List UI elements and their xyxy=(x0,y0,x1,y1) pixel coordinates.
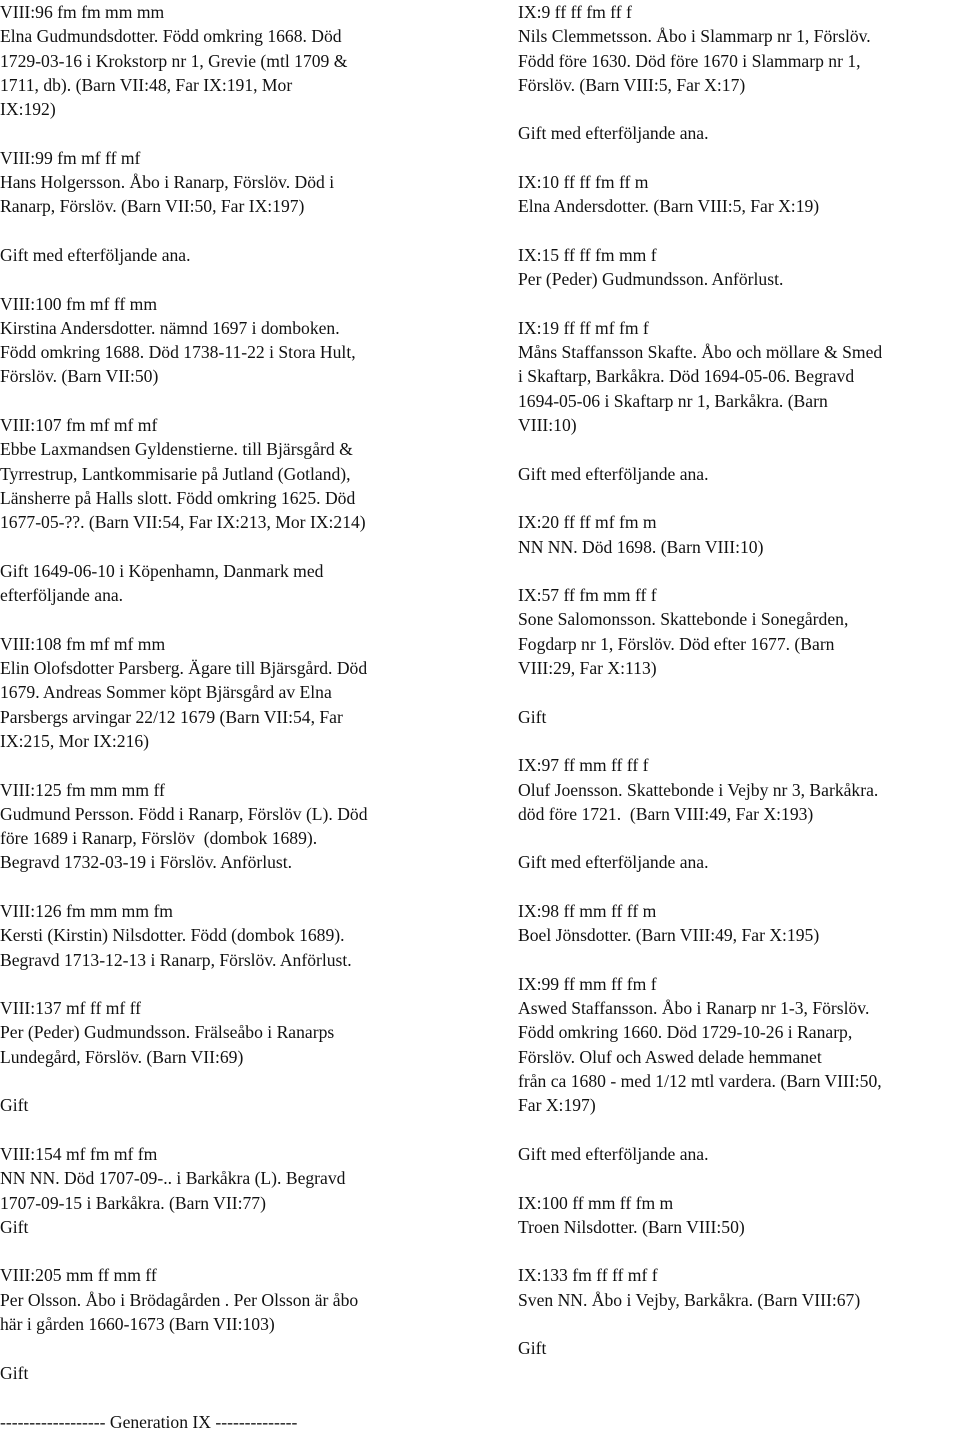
entry-text: Gudmund Persson. Född i Ranarp, Förslöv (L). Död xyxy=(0,803,368,824)
ancestor-entry xyxy=(0,632,500,753)
entry-text: Sven NN. Åbo i Vejby, Barkåkra. (Barn VIII:67) xyxy=(518,1289,861,1310)
ancestor-entry xyxy=(518,0,960,97)
entry-text: Gift xyxy=(0,1095,29,1116)
entry-text: Ranarp, Förslöv. (Barn VII:50, Far IX:197) xyxy=(0,196,305,217)
entry-text: efterföljande ana. xyxy=(0,585,124,606)
marriage-note xyxy=(518,850,960,874)
ancestor-entry xyxy=(518,899,960,948)
entry-id: IX:15 ff ff fm mm f xyxy=(518,244,657,265)
entry-text: Gift xyxy=(518,1338,547,1359)
entry-id: VIII:154 mf fm mf fm xyxy=(0,1143,158,1164)
entry-text: Far X:197) xyxy=(518,1095,596,1116)
ancestor-entry xyxy=(518,170,960,219)
entry-id: IX:99 ff mm ff fm f xyxy=(518,973,657,994)
entry-id: VIII:99 fm mf ff mf xyxy=(0,147,141,168)
entry-id: VIII:205 mm ff mm ff xyxy=(0,1265,157,1286)
entry-id: IX:20 ff ff mf fm m xyxy=(518,512,657,533)
entry-text: Boel Jönsdotter. (Barn VIII:49, Far X:195) xyxy=(518,925,820,946)
entry-text: Kersti (Kirstin) Nilsdotter. Född (dombok 1689). xyxy=(0,925,345,946)
entry-text: Parsbergs arvingar 22/12 1679 (Barn VII:54, Far xyxy=(0,706,343,727)
entry-id: VIII:108 fm mf mf mm xyxy=(0,633,166,654)
ancestor-entry xyxy=(0,1263,500,1336)
entry-text: NN NN. Död 1698. (Barn VIII:10) xyxy=(518,536,764,557)
entry-text: Sone Salomonsson. Skattebonde i Sonegården, xyxy=(518,609,849,630)
entry-text: Gift xyxy=(0,1216,29,1237)
entry-text: Begravd 1713-12-13 i Ranarp, Förslöv. Anförlust. xyxy=(0,949,352,970)
marriage-note xyxy=(518,705,960,729)
entry-id: VIII:96 fm fm mm mm xyxy=(0,2,165,22)
entry-text: Kirstina Andersdotter. nämnd 1697 i domboken. xyxy=(0,317,340,338)
ancestor-entry xyxy=(0,996,500,1069)
entry-id: IX:19 ff ff mf fm f xyxy=(518,317,649,338)
entry-text: Gift med efterföljande ana. xyxy=(518,123,709,144)
ancestor-entry xyxy=(0,0,500,121)
entry-id: VIII:100 fm mf ff mm xyxy=(0,293,158,314)
marriage-note xyxy=(0,1361,500,1385)
ancestor-entry xyxy=(518,316,960,437)
ancestor-entry xyxy=(518,1191,960,1240)
entry-text: från ca 1680 - med 1/12 mtl vardera. (Barn VIII:50, xyxy=(518,1071,882,1092)
entry-text: VIII:10) xyxy=(518,415,577,436)
entry-id: Gift 1649-06-10 i Köpenhamn, Danmark med xyxy=(0,560,324,581)
entry-text: Född före 1630. Död före 1670 i Slammarp nr 1, xyxy=(518,50,861,71)
entry-text: Förslöv. (Barn VII:50) xyxy=(0,366,159,387)
entry-id: VIII:125 fm mm mm ff xyxy=(0,779,165,800)
marriage-note xyxy=(518,1142,960,1166)
entry-text: död före 1721. (Barn VIII:49, Far X:193) xyxy=(518,803,814,824)
ancestor-entry xyxy=(0,899,500,972)
entry-text: Begravd 1732-03-19 i Förslöv. Anförlust. xyxy=(0,852,293,873)
entry-text: Per (Peder) Gudmundsson. Frälseåbo i Ranarps xyxy=(0,1022,335,1043)
entry-text: Elna Andersdotter. (Barn VIII:5, Far X:19) xyxy=(518,196,820,217)
entry-text: Född omkring 1688. Död 1738-11-22 i Stora Hult, xyxy=(0,342,356,363)
entry-id: IX:98 ff mm ff ff m xyxy=(518,900,657,921)
entry-text: IX:215, Mor IX:216) xyxy=(0,730,150,751)
entry-text: Länsherre på Halls slott. Född omkring 1625. Död xyxy=(0,487,356,508)
marriage-note xyxy=(518,1336,960,1360)
entry-text: Gift med efterföljande ana. xyxy=(518,1143,709,1164)
entry-text: Nils Clemmetsson. Åbo i Slammarp nr 1, Förslöv. xyxy=(518,26,871,47)
entry-id: VIII:137 mf ff mf ff xyxy=(0,998,142,1019)
entry-text: i Skaftarp, Barkåkra. Död 1694-05-06. Begravd xyxy=(518,366,855,387)
entry-text: här i gården 1660-1673 (Barn VII:103) xyxy=(0,1314,275,1335)
entry-text: Gift med efterföljande ana. xyxy=(518,852,709,873)
generation-divider: ------------------ Generation IX -------------- xyxy=(0,1412,298,1432)
entry-text: Måns Staffansson Skafte. Åbo och möllare & Smed xyxy=(518,342,883,363)
entry-text: Gift med efterföljande ana. xyxy=(0,244,191,265)
ancestor-entry xyxy=(0,292,500,389)
marriage-note xyxy=(0,243,500,267)
entry-text: 1677-05-??. (Barn VII:54, Far IX:213, Mor IX:214) xyxy=(0,512,366,533)
ancestor-entry xyxy=(0,413,500,534)
ancestor-entry xyxy=(518,510,960,559)
entry-id: VIII:126 fm mm mm fm xyxy=(0,900,173,921)
entry-id: VIII:107 fm mf mf mf xyxy=(0,415,158,436)
entry-id: IX:9 ff ff fm ff f xyxy=(518,2,632,22)
entry-text: Gift xyxy=(518,706,547,727)
entry-text: Gift med efterföljande ana. xyxy=(518,463,709,484)
entry-text: Aswed Staffansson. Åbo i Ranarp nr 1-3, Förslöv. xyxy=(518,998,870,1019)
entry-text: Troen Nilsdotter. (Barn VIII:50) xyxy=(518,1216,745,1237)
ancestor-entry xyxy=(0,146,500,219)
marriage-note xyxy=(0,1093,500,1117)
ancestor-entry xyxy=(518,1263,960,1312)
entry-id: IX:57 ff fm mm ff f xyxy=(518,585,657,606)
entry-text: Elna Gudmundsdotter. Född omkring 1668. Död xyxy=(0,26,342,47)
ancestor-entry xyxy=(518,243,960,292)
ancestor-entry xyxy=(0,1142,500,1239)
entry-text: Per (Peder) Gudmundsson. Anförlust. xyxy=(518,269,784,290)
entry-text: 1679. Andreas Sommer köpt Bjärsgård av Elna xyxy=(0,682,332,703)
ancestor-entry xyxy=(518,583,960,680)
entry-id: IX:133 fm ff ff mf f xyxy=(518,1265,658,1286)
ancestor-entry xyxy=(518,753,960,826)
entry-text: Fogdarp nr 1, Förslöv. Död efter 1677. (Barn xyxy=(518,633,835,654)
right-column xyxy=(518,0,960,1385)
entry-text: Förslöv. Oluf och Aswed delade hemmanet xyxy=(518,1046,822,1067)
entry-text: Ebbe Laxmandsen Gyldenstierne. till Bjärsgård & xyxy=(0,439,353,460)
entry-text: IX:192) xyxy=(0,99,56,120)
entry-text: Gift xyxy=(0,1362,29,1383)
entry-text: VIII:29, Far X:113) xyxy=(518,658,657,679)
ancestor-entry xyxy=(518,972,960,1118)
ancestor-entry xyxy=(0,559,500,608)
entry-id: IX:97 ff mm ff ff f xyxy=(518,755,649,776)
entry-text: Tyrrestrup, Lantkommisarie på Jutland (Gotland), xyxy=(0,463,351,484)
entry-text: 1694-05-06 i Skaftarp nr 1, Barkåkra. (Barn xyxy=(518,390,828,411)
entry-text: Hans Holgersson. Åbo i Ranarp, Förslöv. Död i xyxy=(0,172,335,193)
ancestor-entry xyxy=(0,778,500,875)
entry-text: 1707-09-15 i Barkåkra. (Barn VII:77) xyxy=(0,1192,266,1213)
entry-text: Lundegård, Förslöv. (Barn VII:69) xyxy=(0,1046,244,1067)
entry-text: NN NN. Död 1707-09-.. i Barkåkra (L). Begravd xyxy=(0,1168,346,1189)
entry-text: Född omkring 1660. Död 1729-10-26 i Ranarp, xyxy=(518,1022,853,1043)
entry-text: Elin Olofsdotter Parsberg. Ägare till Bjärsgård. Död xyxy=(0,658,368,679)
entry-text: 1711, db). (Barn VII:48, Far IX:191, Mor xyxy=(0,74,293,95)
entry-text: 1729-03-16 i Krokstorp nr 1, Grevie (mtl 1709 & xyxy=(0,50,348,71)
entry-text: Förslöv. (Barn VIII:5, Far X:17) xyxy=(518,74,746,95)
entry-text: Oluf Joensson. Skattebonde i Vejby nr 3, Barkåkra. xyxy=(518,779,879,800)
entry-text: Per Olsson. Åbo i Brödagården . Per Olsson är åbo xyxy=(0,1289,359,1310)
entry-text: före 1689 i Ranarp, Förslöv (dombok 1689). xyxy=(0,828,318,849)
marriage-note xyxy=(518,121,960,145)
entry-id: IX:100 ff mm ff fm m xyxy=(518,1192,674,1213)
marriage-note xyxy=(518,462,960,486)
entry-id: IX:10 ff ff fm ff m xyxy=(518,172,649,193)
